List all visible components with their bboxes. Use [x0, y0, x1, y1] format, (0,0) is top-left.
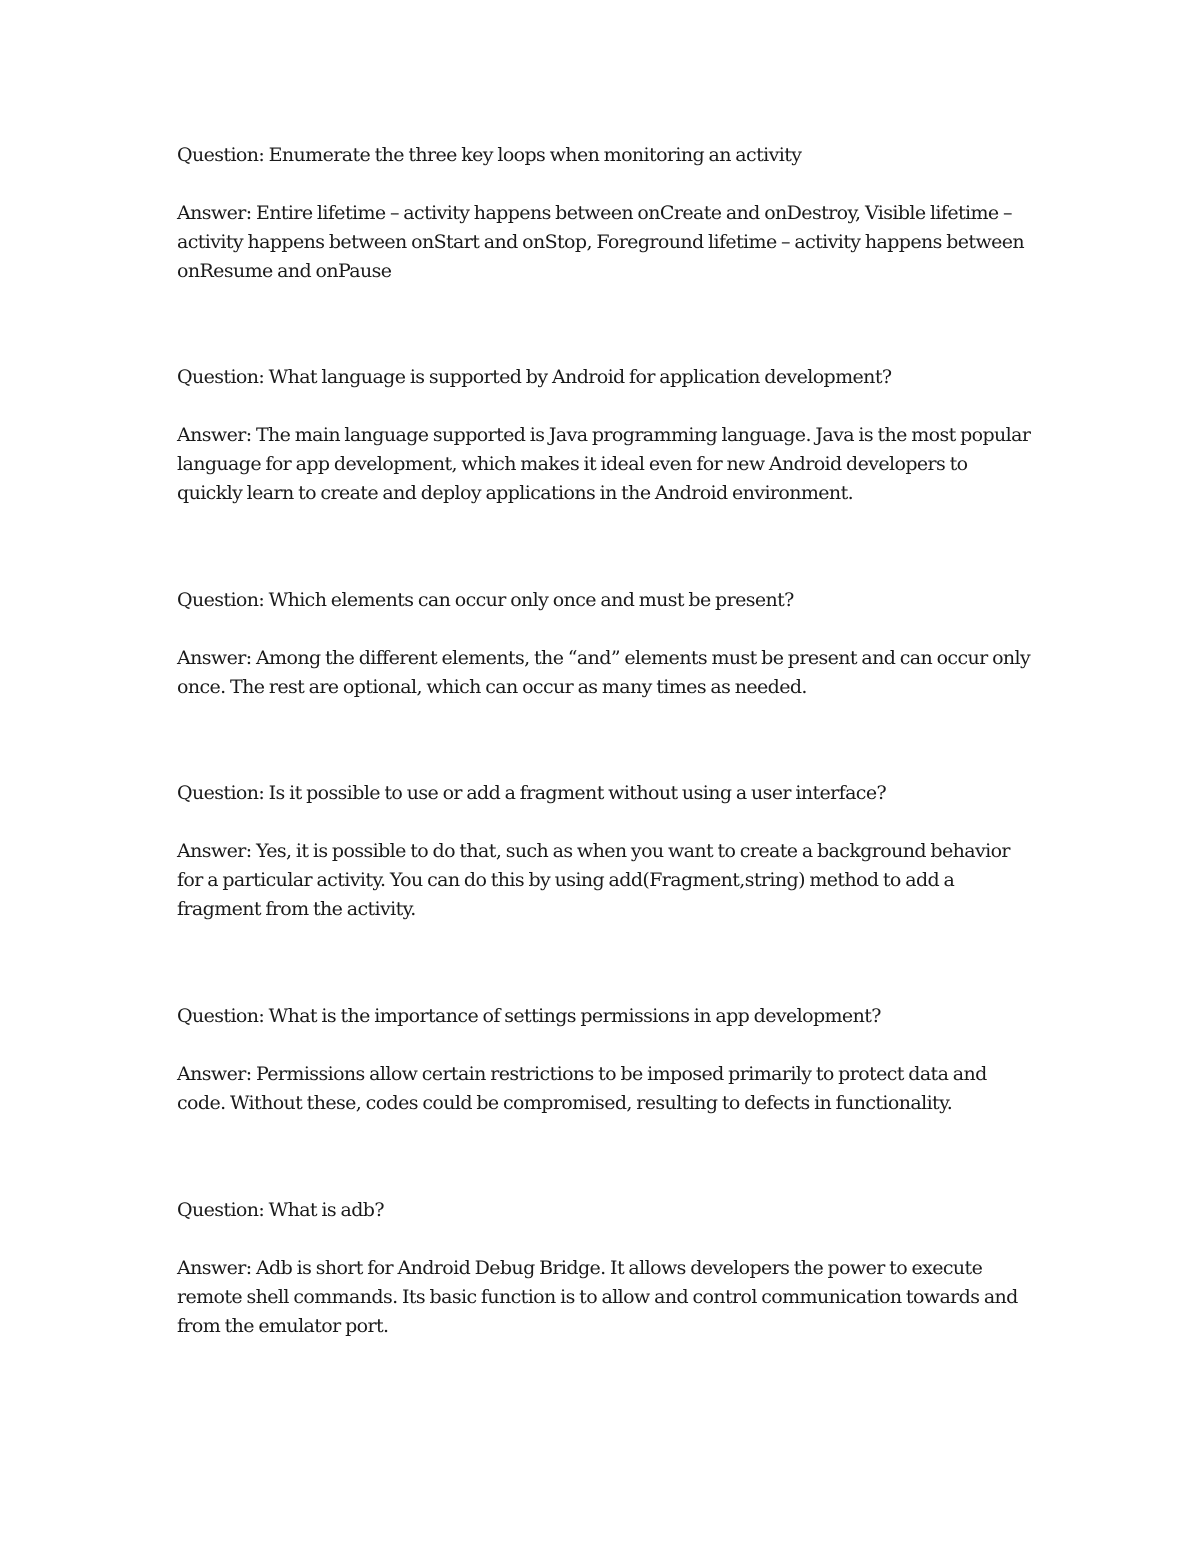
question-6: Question: What is adb? [177, 1199, 384, 1221]
question-2: Question: What language is supported by Android for application development? [177, 366, 892, 388]
question-1: Question: Enumerate the three key loops when monitoring an activity [177, 144, 802, 166]
answer-1: Answer: Entire lifetime – activity happens between onCreate and onDestroy, Visible lifetime – activity happens between onStart and onStop, Foreground lifetime – activity happens between onResume and onPause [177, 202, 1025, 282]
question-3: Question: Which elements can occur only once and must be present? [177, 589, 794, 611]
answer-5: Answer: Permissions allow certain restrictions to be imposed primarily to protect data and code. Without these, codes could be compromised, resulting to defects in functionality. [177, 1063, 987, 1114]
answer-2: Answer: The main language supported is Java programming language. Java is the most popular language for app development, which makes it ideal even for new Android developers to quickly learn to create and deploy applications in the Android environment. [177, 424, 1031, 504]
answer-6: Answer: Adb is short for Android Debug Bridge. It allows developers the power to execute remote shell commands. Its basic function is to allow and control communication towards and from the emulator port. [177, 1257, 1018, 1337]
answer-4: Answer: Yes, it is possible to do that, such as when you want to create a background behavior for a particular activity. You can do this by using add(Fragment,string) method to add a fragment from the activity. [177, 840, 1010, 920]
question-5: Question: What is the importance of settings permissions in app development? [177, 1005, 881, 1027]
answer-3: Answer: Among the different elements, the “and” elements must be present and can occur only once. The rest are optional, which can occur as many times as needed. [177, 647, 1031, 698]
question-4: Question: Is it possible to use or add a fragment without using a user interface? [177, 782, 887, 804]
